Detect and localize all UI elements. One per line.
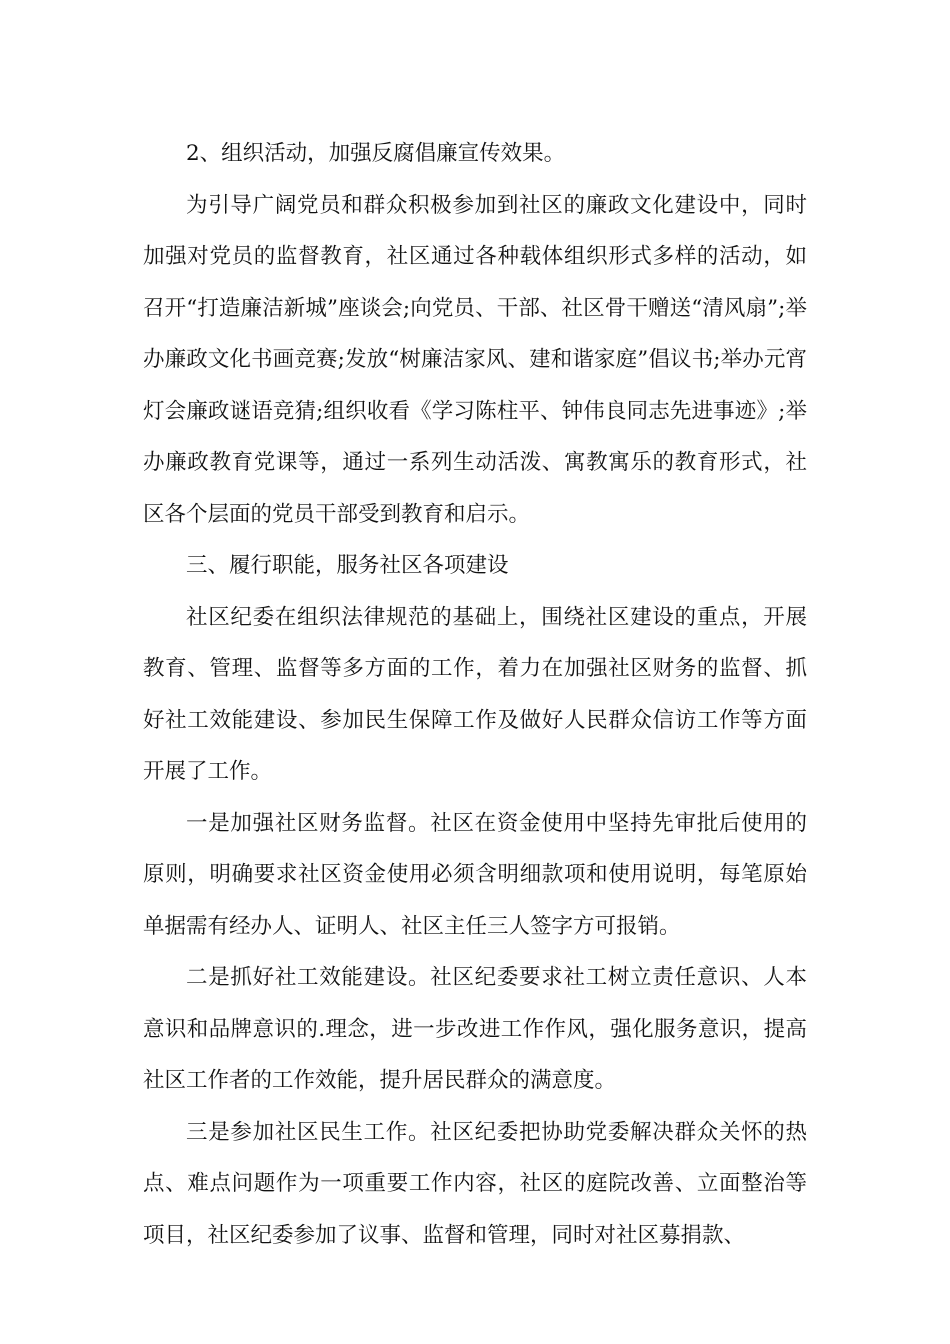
paragraph-finance-supervision: 一是加强社区财务监督。社区在资金使用中坚持先审批后使用的原则，明确要求社区资金使用必须含明细款项和使用说明，每笔原始单据需有经办人、证明人、社区主任三人签字方可报销。 [143, 810, 807, 939]
paragraph-community-work: 社区纪委在组织法律规范的基础上，围绕社区建设的重点，开展教育、管理、监督等多方面的工作，着力在加强社区财务的监督、抓好社工效能建设、参加民生保障工作及做好人民群众信访工作等方面开展了工作。 [143, 604, 807, 784]
paragraph-activities: 为引导广阔党员和群众积极参加到社区的廉政文化建设中，同时加强对党员的监督教育，社区通过各种载体组织形式多样的活动，如召开“打造廉洁新城”座谈会;向党员、干部、社区骨干赠送“清风扇”;举办廉政文化书画竞赛;发放“树廉洁家风、建和谐家庭”倡议书;举办元宵灯会廉政谜语竞猜;组织收看《学习陈柱平、钟伟良同志先进事迹》;举办廉政教育党课等，通过一系列生动活泼、寓教寓乐的教育形式，社区各个层面的党员干部受到教育和启示。 [143, 192, 807, 527]
paragraph-section-heading-2: 2、组织活动，加强反腐倡廉宣传效果。 [186, 141, 566, 166]
document-page [143, 128, 807, 1261]
paragraph-livelihood-work: 三是参加社区民生工作。社区纪委把协助党委解决群众关怀的热点、难点问题作为一项重要工作内容，社区的庭院改善、立面整治等项目，社区纪委参加了议事、监督和管理，同时对社区募捐款、 [143, 1119, 807, 1248]
paragraph-section-heading-3: 三、履行职能，服务社区各项建设 [186, 553, 509, 578]
paragraph-efficiency-building: 二是抓好社工效能建设。社区纪委要求社工树立责任意识、人本意识和品牌意识的.理念，进一步改进工作作风，强化服务意识，提高社区工作者的工作效能，提升居民群众的满意度。 [143, 965, 807, 1093]
